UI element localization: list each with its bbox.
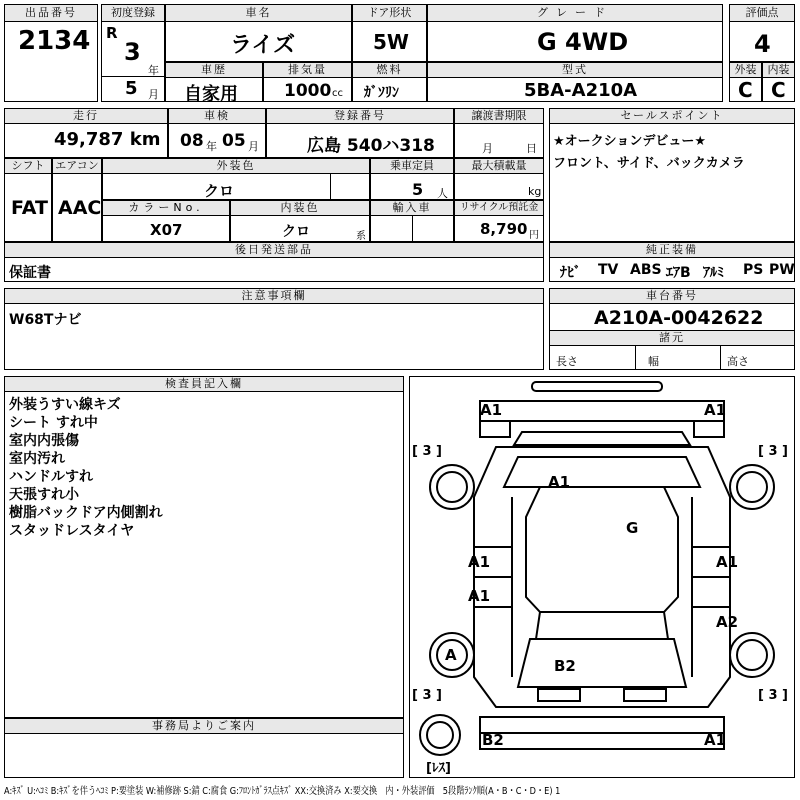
later-parts: 保証書 bbox=[9, 265, 51, 281]
selling-point-2: フロント、サイド、バックカメラ bbox=[553, 156, 745, 171]
tire-right-bottom: [ 3 ] bbox=[758, 688, 788, 703]
transfer-month: 月 bbox=[482, 142, 493, 155]
tire-left-bottom: [ 3 ] bbox=[412, 688, 442, 703]
mark-hood: A1 bbox=[548, 473, 571, 491]
ac: AAC bbox=[58, 197, 102, 219]
grade-label: グレード bbox=[427, 4, 723, 22]
equipment-ps: PS bbox=[743, 262, 764, 278]
remark-7: 樹脂バックドア内側割れ bbox=[9, 505, 163, 521]
height-label: 高さ bbox=[727, 355, 749, 368]
interior-grade: C bbox=[771, 78, 786, 102]
import-label: 輸入車 bbox=[370, 200, 454, 216]
insp-month-unit: 月 bbox=[248, 140, 259, 153]
inspector-label: 検査員記入欄 bbox=[4, 376, 404, 392]
score: 4 bbox=[754, 30, 771, 58]
equipment-abs: ABS bbox=[630, 262, 662, 278]
exterior-grade: C bbox=[738, 78, 753, 102]
equipment-tv: TV bbox=[598, 262, 619, 278]
inspection-year: 08 bbox=[180, 131, 204, 151]
model: 5BA-A210A bbox=[524, 80, 638, 101]
equipment-pw: PW bbox=[769, 262, 795, 278]
inspection-month: 05 bbox=[222, 131, 246, 151]
first-reg-label: 初度登録 bbox=[101, 4, 165, 22]
car-name: ライズ bbox=[230, 33, 296, 58]
transfer-day: 日 bbox=[526, 142, 537, 155]
capacity-label: 乗車定員 bbox=[370, 158, 454, 174]
lot-label: 出品番号 bbox=[4, 4, 98, 22]
capacity-unit: 人 bbox=[437, 187, 448, 200]
remark-1: 外装うすい線キズ bbox=[9, 397, 121, 413]
spare-tire: [ﾚｽ] bbox=[426, 761, 451, 776]
color-no-label: カラーNo. bbox=[102, 200, 230, 216]
mark-front-left: A1 bbox=[480, 401, 503, 419]
max-load-label: 最大積載量 bbox=[454, 158, 544, 174]
recycle-label: リサイクル預託金 bbox=[454, 200, 544, 216]
chassis-number: A210A-0042622 bbox=[594, 307, 764, 329]
spec-divider-2 bbox=[720, 346, 721, 370]
office-label: 事務局よりご案内 bbox=[4, 718, 404, 734]
exterior-label: 外装 bbox=[729, 62, 762, 78]
ext-color-label: 外装色 bbox=[102, 158, 370, 174]
displacement: 1000 bbox=[284, 81, 332, 101]
history-label: 車歴 bbox=[165, 62, 263, 78]
car-diagram-drawing bbox=[410, 377, 794, 777]
specs-label: 諸元 bbox=[549, 330, 795, 346]
int-color-label: 内装色 bbox=[230, 200, 370, 216]
remark-6: 天張すれ小 bbox=[9, 487, 79, 503]
mark-left-rear-door: A1 bbox=[468, 587, 491, 605]
mark-right-rear-door: A2 bbox=[716, 613, 739, 631]
interior-label: 内装 bbox=[762, 62, 795, 78]
model-label: 型式 bbox=[427, 62, 723, 78]
max-load-unit: kg bbox=[528, 185, 542, 198]
tire-left-top: [ 3 ] bbox=[412, 444, 442, 459]
capacity: 5 bbox=[412, 180, 424, 199]
int-color-unit: 系 bbox=[356, 231, 366, 242]
era: R bbox=[106, 24, 118, 42]
month-divider bbox=[101, 76, 165, 77]
remark-5: ハンドルすれ bbox=[9, 469, 93, 485]
mark-left-rear-wheel: A bbox=[445, 646, 457, 664]
month-unit: 月 bbox=[148, 88, 159, 101]
door-label: ドア形状 bbox=[352, 4, 427, 22]
score-label: 評価点 bbox=[729, 4, 795, 22]
ext-color-divider bbox=[330, 174, 331, 200]
transfer-label: 譲渡書期限 bbox=[454, 108, 544, 124]
lot-number: 2134 bbox=[18, 26, 91, 56]
selling-cell bbox=[549, 108, 795, 242]
int-color: クロ bbox=[282, 224, 310, 240]
mileage: 49,787 km bbox=[54, 129, 161, 150]
car-name-label: 車名 bbox=[165, 4, 352, 22]
legend bbox=[4, 782, 796, 797]
remark-8: スタッドレスタイヤ bbox=[9, 523, 135, 539]
shift-label: シフト bbox=[4, 158, 52, 174]
equipment-airbag: ｴｱB bbox=[666, 265, 691, 281]
mileage-label: 走行 bbox=[4, 108, 168, 124]
mark-rear-right: A1 bbox=[704, 731, 727, 749]
fuel-label: 燃料 bbox=[352, 62, 427, 78]
inspection-label: 車検 bbox=[168, 108, 266, 124]
selling-label: セールスポイント bbox=[549, 108, 795, 124]
door-type: 5W bbox=[373, 30, 409, 54]
notes-label: 注意事項欄 bbox=[4, 288, 544, 304]
ext-color: クロ bbox=[204, 182, 235, 200]
remark-4: 室内汚れ bbox=[9, 451, 65, 467]
mark-front-right: A1 bbox=[704, 401, 727, 419]
color-no: X07 bbox=[150, 221, 183, 239]
selling-point-1: ★オークションデビュー★ bbox=[553, 134, 707, 149]
history: 自家用 bbox=[184, 84, 238, 105]
mark-left-front-door: A1 bbox=[468, 553, 491, 571]
spec-divider-1 bbox=[635, 346, 636, 370]
first-reg-month: 5 bbox=[125, 78, 138, 99]
equipment-navi: ﾅﾋﾞ bbox=[560, 265, 581, 281]
grade: G 4WD bbox=[537, 28, 629, 56]
mark-right-front-door: A1 bbox=[716, 553, 739, 571]
mark-backdoor: B2 bbox=[554, 657, 576, 675]
fuel: ｶﾞｿﾘﾝ bbox=[364, 85, 399, 101]
insp-year-unit: 年 bbox=[206, 140, 217, 153]
remark-2: シート すれ中 bbox=[9, 415, 98, 431]
year-unit: 年 bbox=[148, 64, 159, 77]
mark-windshield: G bbox=[626, 519, 639, 537]
equipment-alloy: ｱﾙﾐ bbox=[703, 265, 724, 281]
car-diagram bbox=[409, 376, 795, 778]
equipment-label: 純正装備 bbox=[549, 242, 795, 258]
recycle-fee: 8,790 bbox=[480, 220, 528, 238]
later-parts-label: 後日発送部品 bbox=[4, 242, 544, 258]
width-label: 幅 bbox=[648, 355, 659, 368]
first-reg-year: 3 bbox=[124, 38, 141, 66]
chassis-label: 車台番号 bbox=[549, 288, 795, 304]
displacement-label: 排気量 bbox=[263, 62, 352, 78]
shift: FAT bbox=[11, 197, 48, 219]
import-divider bbox=[412, 216, 413, 242]
displacement-unit: cc bbox=[332, 88, 343, 99]
remark-3: 室内内張傷 bbox=[9, 433, 79, 449]
reg-label: 登録番号 bbox=[266, 108, 454, 124]
legend-text: A:ｷｽﾞ U:ﾍｺﾐ B:ｷｽﾞを伴うﾍｺﾐ P:要塗装 W:補修跡 S:錆 C:腐食 G:ﾌﾛﾝﾄｶﾞﾗｽ点ｷｽﾞ XX:交換済み X:要交換 内・外装評価 5段階ﾗﾝｸ順(A・B・C・D・E) 1 bbox=[4, 786, 561, 797]
reg-number: 広島 540ハ318 bbox=[307, 136, 435, 156]
tire-right-top: [ 3 ] bbox=[758, 444, 788, 459]
recycle-unit: 円 bbox=[529, 230, 539, 241]
length-label: 長さ bbox=[556, 355, 578, 368]
notes: W68Tナビ bbox=[9, 312, 82, 328]
ac-label: エアコン bbox=[52, 158, 102, 174]
mark-rear-left: B2 bbox=[482, 731, 504, 749]
